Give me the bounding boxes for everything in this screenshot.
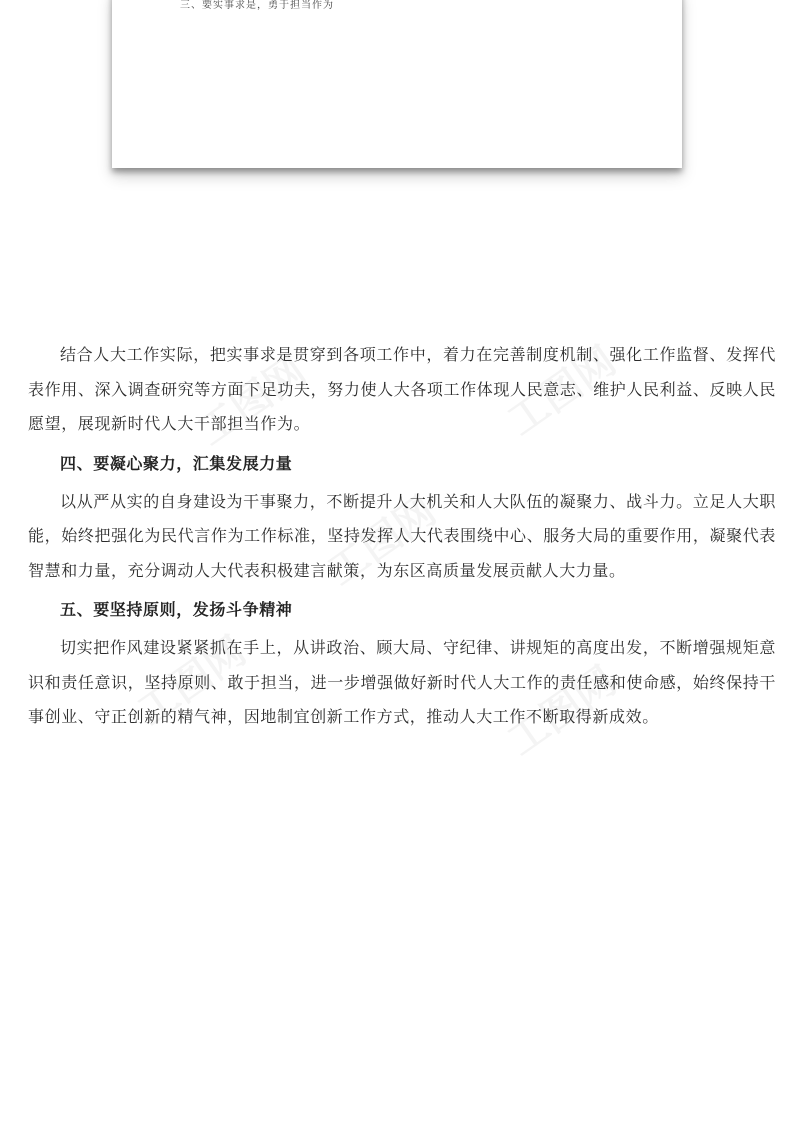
paragraph-1: 结合人大工作实际，把实事求是贯穿到各项工作中，着力在完善制度机制、强化工作监督、发挥代表作用、深入调查研究等方面下足功夫，努力使人大各项工作体现人民意志、维护人民利益、反映人民愿望，展现新时代人大干部担当作为。 (28, 345, 776, 433)
paragraph-2: 以从严从实的自身建设为干事聚力，不断提升人大机关和人大队伍的凝聚力、战斗力。立足人大职能，始终把强化为民代言作为工作标准，坚持发挥人大代表围绕中心、服务大局的重要作用，凝聚代表智慧和力量，充分调动人大代表积极建言献策，为东区高质量发展贡献人大力量。 (28, 491, 776, 580)
document-preview-card (112, 0, 682, 168)
paragraph-3: 切实把作风建设紧紧抓在手上，从讲政治、顾大局、守纪律、讲规矩的高度出发，不断增强规矩意识和责任意识，坚持原则、敢于担当，进一步增强做好新时代人大工作的责任感和使命感，始终保持干事创业、守正创新的精气神，因地制宜创新工作方式，推动人大工作不断取得新成效。 (28, 638, 776, 726)
section-heading-4: 四、要凝心聚力，汇集发展力量 (60, 453, 293, 473)
section-heading-5: 五、要坚持原则，发扬斗争精神 (60, 600, 293, 619)
article-body (28, 338, 776, 735)
preview-section-heading: 三、要实事求是，勇于担当作为 (180, 0, 334, 11)
